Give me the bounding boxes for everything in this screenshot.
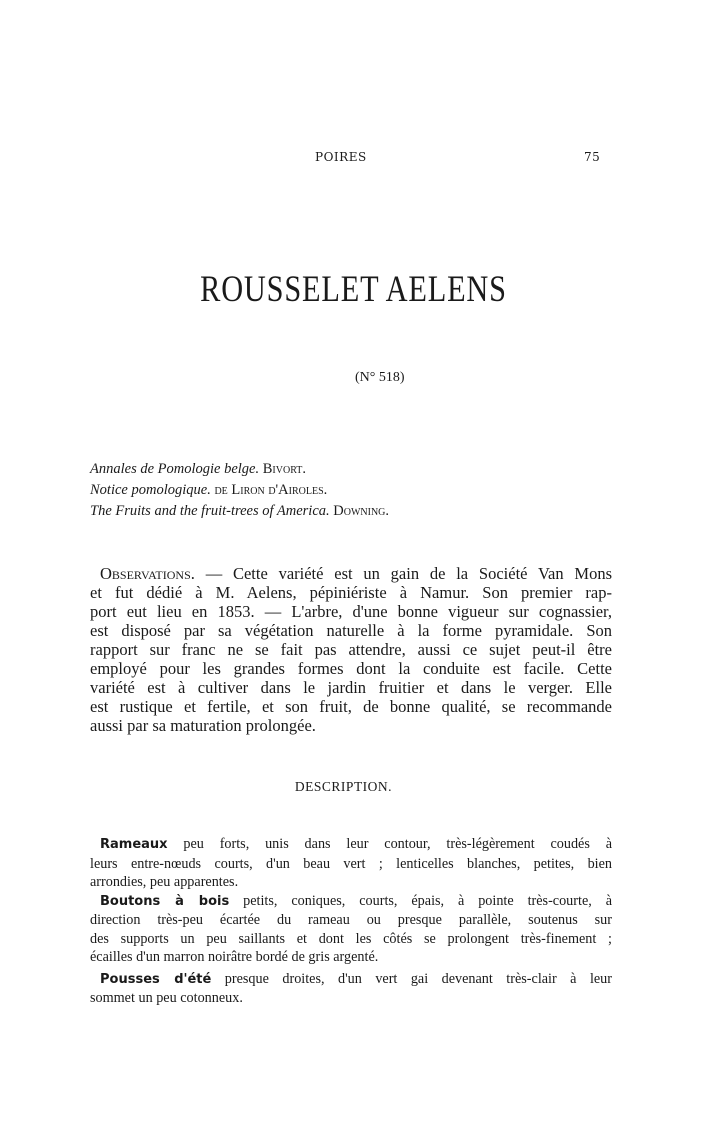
variety-number: (N° 518) <box>355 370 405 385</box>
description-list: Rameaux peu forts, unis dans leur contour, très-légèrement coudés à leurs entre-nœuds courts, d'un beau vert ; lenticelles blanches, petites, bien arrondies, peu apparentes. Boutons à bois petits, coniques, courts, épais, à pointe très-courte, à direction très-peu écartée du rameau ou presque parallèle, soutenus sur des supports un peu saillants et dont les côtés se prolongent très-finement ; écailles d'un marron noirâtre bordé de gris argenté. Pousses d'été presque droites, d'un vert gai devenant très-clair à leur sommet un peu cotonneux. <box>90 836 613 1006</box>
page-title: ROUSSELET AELENS <box>200 269 507 310</box>
page-number: 75 <box>584 150 601 164</box>
running-title: POIRES <box>315 150 367 164</box>
description-heading: DESCRIPTION. <box>294 779 393 794</box>
observations-label: Observations. <box>100 564 195 583</box>
term: Rameaux <box>100 837 168 852</box>
references <box>90 459 389 522</box>
term: Boutons à bois <box>100 893 230 909</box>
observations-paragraph: Observations. — Cette variété est un gain de la Société Van Mons et fut dédié à M. Aelens, pépiniériste à Namur. Son premier rap- port eut lieu en 1853. — L'arbre, d'une bonne vigueur sur cognassier, est disposé par sa végétation naturelle à la forme pyramidale. Son rapport sur franc ne se fait pas attendre, aussi ce sujet peut-il être employé pour les grandes formes dont la conduite est facile. Cette variété est à cultiver dans le jardin fruitier et dans le verger. Elle est rustique et fertile, et son fruit, de bonne qualité, se recommande aussi par sa maturation prolongée. <box>90 564 612 735</box>
reference: Annales de Pomologie belge. Bivort. <box>90 461 306 477</box>
reference: The Fruits and the fruit-trees of America. Downing. <box>90 503 390 519</box>
reference: Notice pomologique. de Liron d'Airoles. <box>90 482 328 498</box>
term: Pousses d'été <box>100 971 212 987</box>
